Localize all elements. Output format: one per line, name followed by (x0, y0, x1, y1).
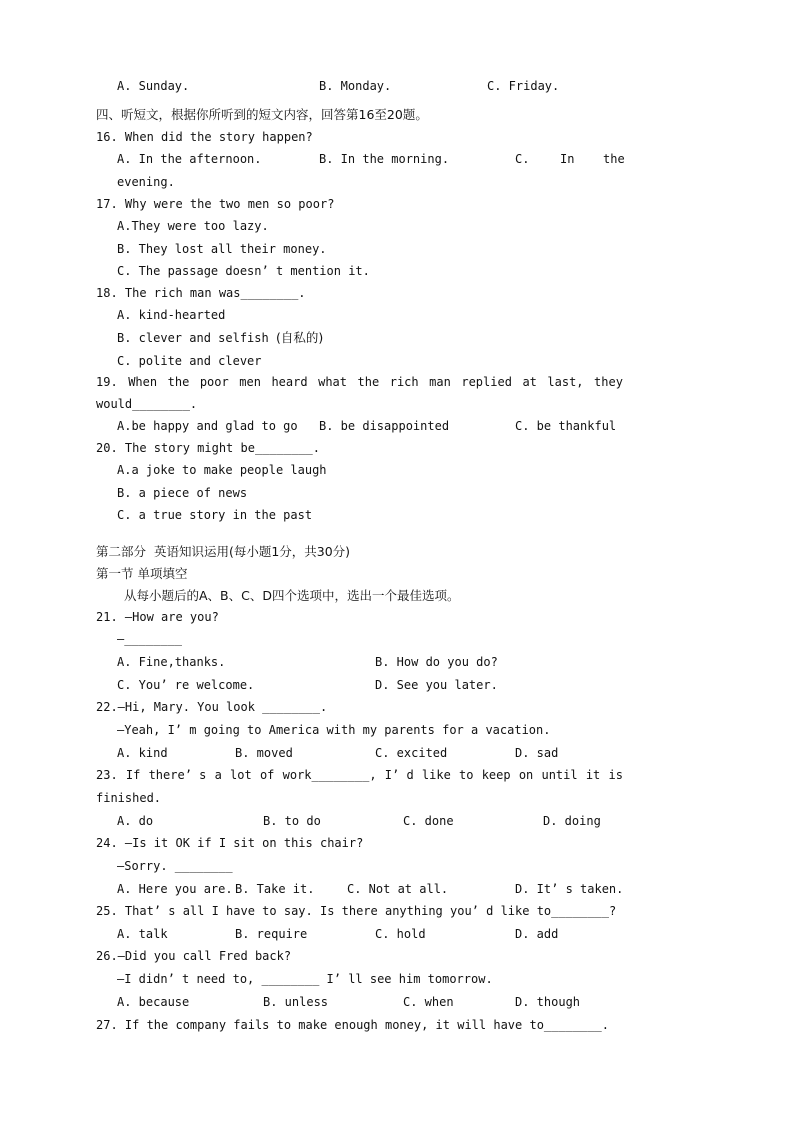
q23-word: until (541, 768, 578, 782)
q16-option-c-cont: evening. (117, 175, 175, 189)
q16-option-c-word3: the (603, 152, 625, 166)
q19-word: the (167, 375, 190, 389)
q23-option-b: B. to do (263, 814, 321, 828)
q23-word: on (518, 768, 534, 782)
part2-title: 第二部分 英语知识运用(每小题1分，共30分) (96, 544, 351, 559)
q19-word: what (318, 375, 347, 389)
q17-option-c: C. The passage doesn’ t mention it. (117, 264, 370, 278)
q19-word: heard (271, 375, 308, 389)
q21-option-d: D. See you later. (375, 678, 498, 692)
q23-word: of (259, 768, 275, 782)
q23-word: keep (481, 768, 511, 782)
section4-header: 四、听短文，根据你所听到的短文内容，回答第16至20题。 (96, 107, 428, 122)
q23-option-a: A. do (117, 814, 154, 828)
q21-reply: —________ (117, 632, 183, 646)
q18-option-c: C. polite and clever (117, 354, 262, 368)
q18-option-b-gloss: (自私的) (275, 330, 324, 345)
q19-stem (96, 374, 623, 390)
q18-option-a: A. kind-hearted (117, 308, 226, 322)
q25-option-b: B. require (235, 927, 308, 941)
q22-stem: 22.—Hi, Mary. You look ________. (96, 700, 328, 714)
q20-option-c: C. a true story in the past (117, 508, 313, 522)
q22-option-b: B. moved (235, 746, 293, 760)
q24-option-b: B. Take it. (235, 882, 315, 896)
q23-word: 23. (96, 768, 118, 782)
q23-stem-cont: finished. (96, 791, 162, 805)
q18-option-b-text: B. clever and selfish (117, 331, 276, 345)
q24-option-a: A. Here you are. (117, 882, 233, 896)
q21-stem: 21. —How are you? (96, 610, 219, 624)
q19-word: poor (199, 375, 229, 389)
q23-option-c: C. done (403, 814, 454, 828)
q20-stem: 20. The story might be________. (96, 441, 320, 455)
q22-option-c: C. excited (375, 746, 448, 760)
q26-option-d: D. though (515, 995, 581, 1009)
q23-word: work________, (282, 768, 377, 782)
q17-option-a: A.They were too lazy. (117, 219, 269, 233)
q23-word: If (125, 768, 141, 782)
q19-word: rich (389, 375, 419, 389)
q19-word: man (429, 375, 451, 389)
q27-stem: 27. If the company fails to make enough money, it will have to________. (96, 1018, 609, 1032)
q25-stem: 25. That’ s all I have to say. Is there anything you’ d like to________? (96, 904, 617, 918)
q18-option-b (117, 330, 323, 346)
q19-option-c: C. be thankful (515, 419, 617, 433)
q26-option-c: C. when (403, 995, 454, 1009)
q17-stem: 17. Why were the two men so poor? (96, 197, 335, 211)
q24-option-c: C. Not at all. (347, 882, 449, 896)
q23-stem (96, 767, 623, 783)
q23-word: is (608, 768, 623, 782)
q20-option-a: A.a joke to make people laugh (117, 463, 327, 477)
q22-option-d: D. sad (515, 746, 559, 760)
q26-stem: 26.—Did you call Fred back? (96, 949, 292, 963)
q19-word: the (357, 375, 380, 389)
q17-option-b: B. They lost all their money. (117, 242, 327, 256)
q19-word: they (594, 375, 623, 389)
q16-option-c-word2: In (560, 152, 575, 166)
part2-instruction: 从每小题后的A、B、C、D四个选项中，选出一个最佳选项。 (124, 588, 460, 603)
q23-word: there’ s (148, 768, 207, 782)
q16-option-b: B. In the morning. (319, 152, 450, 166)
q21-option-b: B. How do you do? (375, 655, 498, 669)
part2-section-title: 第一节 单项填空 (96, 566, 188, 581)
q23-word: like (421, 768, 451, 782)
q23-word: lot (230, 768, 252, 782)
q23-word: to (459, 768, 474, 782)
q18-stem: 18. The rich man was________. (96, 286, 306, 300)
q16-stem: 16. When did the story happen? (96, 130, 313, 144)
q15-option-c: C. Friday. (487, 79, 560, 93)
q19-word: When (128, 375, 158, 389)
q25-option-a: A. talk (117, 927, 168, 941)
q24-option-d: D. It’ s taken. (515, 882, 624, 896)
q25-option-d: D. add (515, 927, 559, 941)
q24-reply: —Sorry. ________ (117, 859, 233, 873)
q23-word: a (214, 768, 222, 782)
q21-option-c: C. You’ re welcome. (117, 678, 255, 692)
q22-reply: —Yeah, I’ m going to America with my parents for a vacation. (117, 723, 551, 737)
q19-stem-cont: would________. (96, 397, 198, 411)
q20-option-b: B. a piece of news (117, 486, 248, 500)
q19-option-b: B. be disappointed (319, 419, 450, 433)
q23-word: it (585, 768, 601, 782)
q25-option-c: C. hold (375, 927, 426, 941)
q26-option-a: A. because (117, 995, 190, 1009)
q23-word: I’ d (384, 768, 414, 782)
q24-stem: 24. —Is it OK if I sit on this chair? (96, 836, 364, 850)
q19-word: 19. (96, 375, 118, 389)
q23-option-d: D. doing (543, 814, 601, 828)
q19-word: replied (461, 375, 512, 389)
q19-word: men (239, 375, 261, 389)
q26-option-b: B. unless (263, 995, 329, 1009)
q15-option-b: B. Monday. (319, 79, 392, 93)
q16-option-c-word1: C. (515, 152, 530, 166)
q15-option-a: A. Sunday. (117, 79, 190, 93)
q26-reply: —I didn’ t need to, ________ I’ ll see him tomorrow. (117, 972, 493, 986)
q19-word: at (522, 375, 537, 389)
q19-option-a: A.be happy and glad to go (117, 419, 298, 433)
q19-word: last, (547, 375, 584, 389)
q21-option-a: A. Fine,thanks. (117, 655, 226, 669)
q16-option-a: A. In the afternoon. (117, 152, 262, 166)
q22-option-a: A. kind (117, 746, 168, 760)
